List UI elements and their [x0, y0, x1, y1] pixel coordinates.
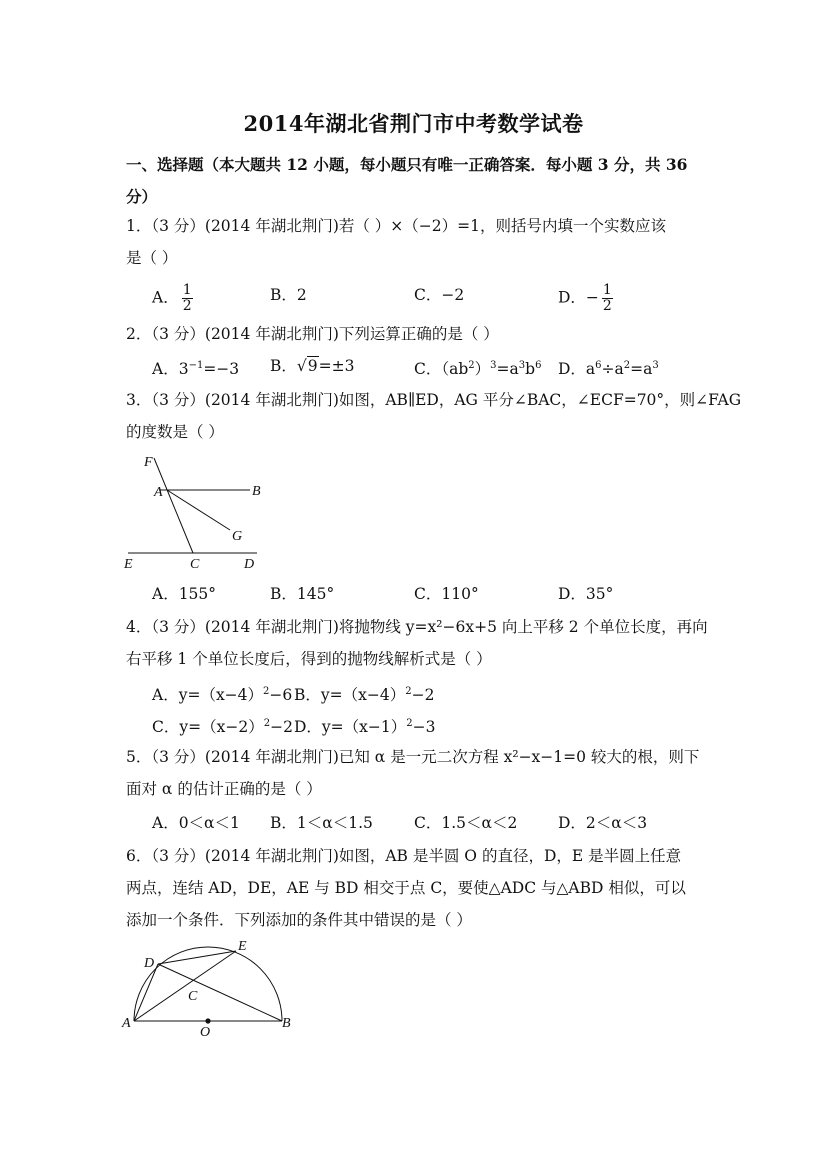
q1-option-b: B．2 — [270, 286, 307, 304]
question-5-text-cont: 面对 α 的估计正确的是（ ） — [126, 780, 322, 798]
label-g: G — [232, 529, 243, 544]
label-c: C — [190, 557, 200, 572]
question-1-text-cont: 是（ ） — [126, 249, 178, 267]
fraction: $\frac{1}{2}$ — [182, 282, 192, 314]
figure-parallel-lines — [120, 452, 270, 574]
question-6-text-cont: 两点，连结 AD，DE，AE 与 BD 相交于点 C，要使△ADC 与△ABD 相似，可以 — [126, 879, 686, 897]
q5-option-c: C．1.5＜α＜2 — [414, 814, 518, 832]
label-b: B — [282, 1016, 291, 1031]
question-4-text-cont: 右平移 1 个单位长度后，得到的抛物线解析式是（ ） — [126, 650, 492, 668]
label-e: E — [238, 939, 247, 954]
q2-option-b: B．√9=±3 — [270, 357, 355, 375]
segment-ag — [167, 490, 230, 530]
q5-option-d: D．2＜α＜3 — [558, 814, 648, 832]
question-6-text-cont2: 添加一个条件．下列添加的条件其中错误的是（ ） — [126, 911, 472, 929]
question-1-text: 1．（3 分）(2014 年湖北荆门)若（ ）×（−2）=1，则括号内填一个实数应该 — [126, 217, 666, 235]
q2-option-a: A．$3^{-1}=-3$ — [152, 360, 240, 378]
label-e: E — [124, 557, 133, 572]
q1-option-a: A． $\frac{1}{2}$ — [152, 282, 192, 314]
q4-option-a: A．$y=(x-4)^2-6$ — [152, 686, 293, 704]
label-a: A — [122, 1016, 131, 1031]
section-heading-cont: 分） — [126, 187, 158, 206]
question-5-text: 5．（3 分）(2014 年湖北荆门)已知 α 是一元二次方程 x²−x−1=0 较大的根，则下 — [126, 748, 700, 766]
page-title: 2014年湖北省荆门市中考数学试卷 — [243, 111, 584, 136]
q2-option-c: C．$(ab^2)^3=a^3b^6$ — [414, 360, 542, 378]
question-3-text-cont: 的度数是（ ） — [126, 423, 224, 441]
label-c: C — [188, 989, 198, 1004]
label-d: D — [244, 557, 255, 572]
q3-option-d: D．35° — [558, 585, 614, 603]
semicircle-arc — [134, 947, 282, 1021]
figure-semicircle — [118, 934, 298, 1042]
label-d: D — [144, 956, 155, 971]
sqrt-sign: √9 — [296, 357, 318, 375]
center-point-o — [205, 1018, 210, 1023]
q5-option-a: A．0＜α＜1 — [152, 814, 240, 832]
q1-option-c: C．−2 — [414, 286, 465, 304]
label-b: B — [252, 484, 261, 499]
q3-option-b: B．145° — [270, 585, 335, 603]
q3-option-a: A．155° — [152, 585, 217, 603]
question-2-text: 2．（3 分）(2014 年湖北荆门)下列运算正确的是（ ） — [126, 325, 499, 343]
q2-option-d: D．$a^6\div a^2=a^3$ — [558, 360, 659, 378]
fraction: $\frac{1}{2}$ — [602, 282, 612, 314]
q4-option-b: B．$y=(x-4)^2-2$ — [294, 686, 435, 704]
q1-option-d: D．− $\frac{1}{2}$ — [558, 282, 612, 314]
q4-option-c: C．$y=(x-2)^2-2$ — [152, 718, 293, 736]
q5-option-b: B．1＜α＜1.5 — [270, 814, 373, 832]
question-6-text: 6．（3 分）(2014 年湖北荆门)如图，AB 是半圆 O 的直径，D，E 是半圆上任意 — [126, 847, 682, 865]
label-o: O — [200, 1025, 211, 1040]
segment-fc — [154, 458, 193, 553]
q4-option-d: D．$y=(x-1)^2-3$ — [294, 718, 436, 736]
q3-option-c: C．110° — [414, 585, 479, 603]
label-a: A — [154, 485, 163, 500]
label-f: F — [144, 455, 153, 470]
question-3-text: 3．（3 分）(2014 年湖北荆门)如图，AB∥ED，AG 平分∠BAC，∠ECF=70°，则∠FAG — [126, 391, 742, 409]
section-heading: 一、选择题（本大题共 12 小题，每小题只有唯一正确答案．每小题 3 分，共 36 — [126, 155, 688, 174]
question-4-text: 4．（3 分）(2014 年湖北荆门)将抛物线 y=x²−6x+5 向上平移 2 个单位长度，再向 — [126, 618, 708, 636]
